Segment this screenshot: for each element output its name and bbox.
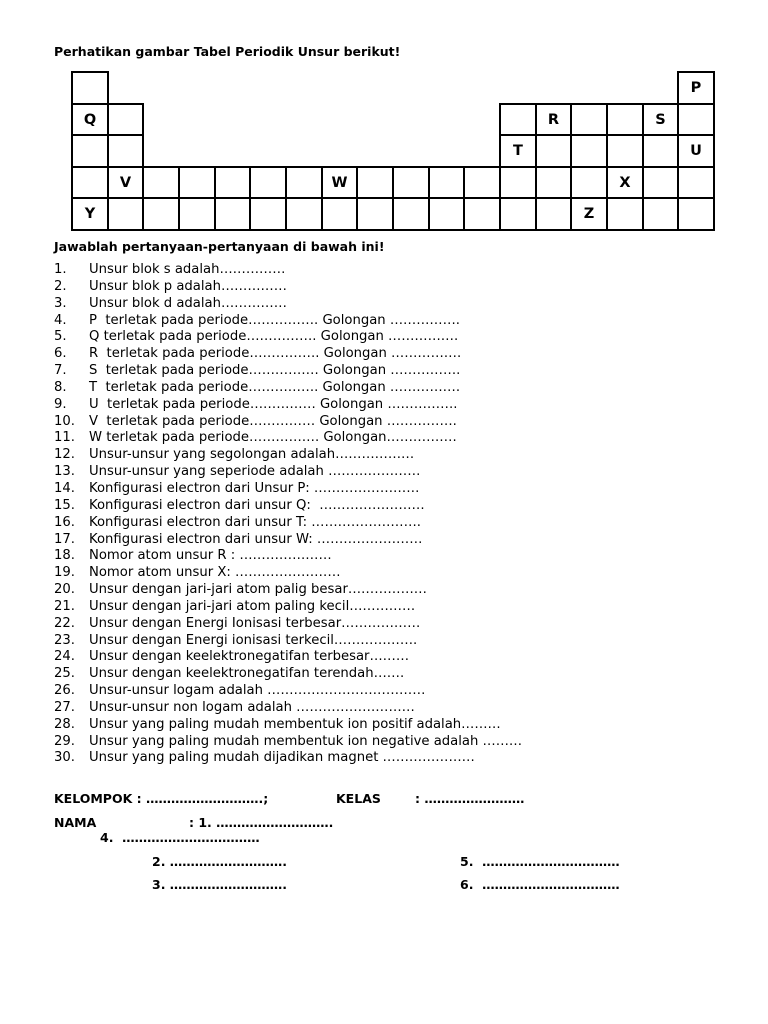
question-number: 14. [54, 480, 75, 496]
element-cell [356, 197, 394, 231]
question-text: Nomor atom unsur R : ………………… [89, 548, 332, 564]
element-cell [463, 197, 501, 231]
question-number: 8. [54, 379, 67, 395]
element-cell [107, 103, 144, 136]
element-cell [677, 103, 715, 136]
element-cell [392, 197, 430, 231]
question-number: 11. [54, 430, 75, 446]
question-number: 17. [54, 531, 75, 547]
element-cell [499, 103, 537, 136]
element-cell [249, 197, 287, 231]
question-text: Unsur yang paling mudah dijadikan magnet ………………… [89, 750, 475, 766]
question-text: Konfigurasi electron dari unsur W: …………………… [89, 531, 423, 547]
element-cell [142, 197, 180, 231]
element-cell [321, 197, 358, 231]
question-text: T terletak pada periode……………. Golongan ……………. [89, 379, 461, 395]
question-text: Unsur dengan keelektronegatifan terbesar……… [89, 649, 410, 665]
element-cell [642, 197, 679, 231]
question-text: U terletak pada periode…………… Golongan ……………. [89, 396, 458, 412]
question-number: 13. [54, 464, 75, 480]
question-text: Unsur-unsur non logam adalah ……………………… [89, 699, 415, 715]
question-number: 1. [54, 262, 67, 277]
question-text: Q terletak pada periode……………. Golongan ……………. [89, 329, 459, 345]
intro-text: Perhatikan gambar Tabel Periodik Unsur berikut! [54, 44, 401, 59]
element-cell [535, 197, 572, 231]
question-text: Unsur-unsur logam adalah ……………………………… [89, 683, 426, 699]
element-cell [214, 166, 251, 199]
question-text: P terletak pada periode……………. Golongan ……………. [89, 312, 460, 328]
question-number: 12. [54, 447, 75, 463]
question-text: Unsur yang paling mudah membentuk ion negative adalah ……… [89, 733, 523, 749]
question-text: Unsur-unsur yang seperiode adalah ………………… [89, 464, 421, 480]
question-number: 22. [54, 615, 75, 631]
question-number: 15. [54, 497, 75, 513]
member-1: : 1. ………………………. [189, 815, 334, 830]
question-number: 10. [54, 413, 75, 429]
question-number: 26. [54, 683, 75, 699]
question-text: Unsur dengan jari-jari atom palig besar……………… [89, 582, 427, 598]
question-number: 23. [54, 632, 75, 648]
element-cell [535, 166, 572, 199]
element-cell [499, 197, 537, 231]
question-text: Unsur dengan Energi ionisasi terkecil………………. [89, 632, 418, 648]
member-5: 5. …………………………… [460, 854, 620, 869]
element-cell [178, 197, 216, 231]
element-cell [214, 197, 251, 231]
question-text: W terletak pada periode……………. Golongan……………. [89, 430, 457, 446]
element-cell-w: W [321, 166, 358, 199]
element-cell [285, 166, 323, 199]
question-number: 9. [54, 396, 67, 412]
question-number: 6. [54, 346, 67, 362]
question-number: 21. [54, 598, 75, 614]
element-cell [606, 103, 644, 136]
element-cell-r: R [535, 103, 572, 136]
element-cell [428, 166, 465, 199]
question-text: Konfigurasi electron dari unsur T: ……………………. [89, 514, 421, 530]
element-cell [535, 134, 572, 168]
element-cell-q: Q [71, 103, 109, 136]
element-cell [107, 134, 144, 168]
element-cell [570, 103, 608, 136]
question-text: Unsur blok p adalah…………… [89, 278, 287, 294]
question-text: V terletak pada periode…………… Golongan ……………. [89, 413, 457, 429]
question-number: 18. [54, 548, 75, 564]
question-number: 24. [54, 649, 75, 665]
element-cell [392, 166, 430, 199]
kelas-value: : …………………… [415, 791, 525, 806]
element-cell [178, 166, 216, 199]
question-text: Unsur yang paling mudah membentuk ion positif adalah……… [89, 716, 501, 732]
element-cell [499, 166, 537, 199]
question-number: 5. [54, 329, 67, 345]
question-text: Nomor atom unsur X: …………………… [89, 565, 341, 581]
question-number: 19. [54, 565, 75, 581]
question-text: Unsur dengan keelektronegatifan terendah……. [89, 666, 405, 682]
member-6: 6. …………………………… [460, 877, 620, 892]
member-2: 2. ………………………. [152, 854, 288, 869]
element-cell [642, 134, 679, 168]
element-cell [463, 166, 501, 199]
question-number: 28. [54, 716, 75, 732]
element-cell [570, 166, 608, 199]
question-number: 16. [54, 514, 75, 530]
question-text: Unsur dengan jari-jari atom paling kecil…………… [89, 598, 416, 614]
question-number: 20. [54, 582, 75, 598]
question-text: Unsur blok d adalah…………… [89, 295, 287, 311]
element-cell [606, 134, 644, 168]
question-text: Unsur blok s adalah…………… [89, 262, 286, 277]
element-cell-u: U [677, 134, 715, 168]
element-cell-t: T [499, 134, 537, 168]
element-cell [677, 197, 715, 231]
question-text: Unsur dengan Energi Ionisasi terbesar……………… [89, 615, 421, 631]
element-cell [356, 166, 394, 199]
kelas-label: KELAS [336, 791, 381, 806]
element-cell [71, 134, 109, 168]
element-cell [428, 197, 465, 231]
member-3: 3. ………………………. [152, 877, 288, 892]
element-cell [71, 166, 109, 199]
question-number: 27. [54, 699, 75, 715]
element-cell-y: Y [71, 197, 109, 231]
element-cell-v: V [107, 166, 144, 199]
element-cell [107, 197, 144, 231]
question-number: 3. [54, 295, 67, 311]
element-cell [71, 71, 109, 105]
question-number: 7. [54, 363, 67, 379]
question-text: R terletak pada periode……………. Golongan ……………. [89, 346, 462, 362]
question-text: Konfigurasi electron dari unsur Q: …………………… [89, 497, 425, 513]
element-cell-p: P [677, 71, 715, 105]
element-cell [249, 166, 287, 199]
element-cell [570, 134, 608, 168]
element-cell-z: Z [570, 197, 608, 231]
element-cell [142, 166, 180, 199]
nama-label: NAMA [54, 815, 97, 830]
element-cell-s: S [642, 103, 679, 136]
element-cell [285, 197, 323, 231]
question-text: Unsur-unsur yang segolongan adalah……………… [89, 447, 415, 463]
element-cell [606, 197, 644, 231]
question-number: 4. [54, 312, 67, 328]
question-text: Konfigurasi electron dari Unsur P: …………………… [89, 480, 420, 496]
element-cell [677, 166, 715, 199]
element-cell-x: X [606, 166, 644, 199]
question-number: 29. [54, 733, 75, 749]
kelompok-label: KELOMPOK : ……………………….; [54, 791, 269, 806]
instructions-heading: Jawablah pertanyaan-pertanyaan di bawah ini! [54, 239, 385, 254]
question-number: 25. [54, 666, 75, 682]
question-number: 30. [54, 750, 75, 766]
element-cell [642, 166, 679, 199]
periodic-table [71, 71, 713, 229]
question-text: S terletak pada periode……………. Golongan ……………. [89, 363, 461, 379]
member-4: 4. …………………………… [100, 830, 260, 845]
question-number: 2. [54, 278, 67, 294]
